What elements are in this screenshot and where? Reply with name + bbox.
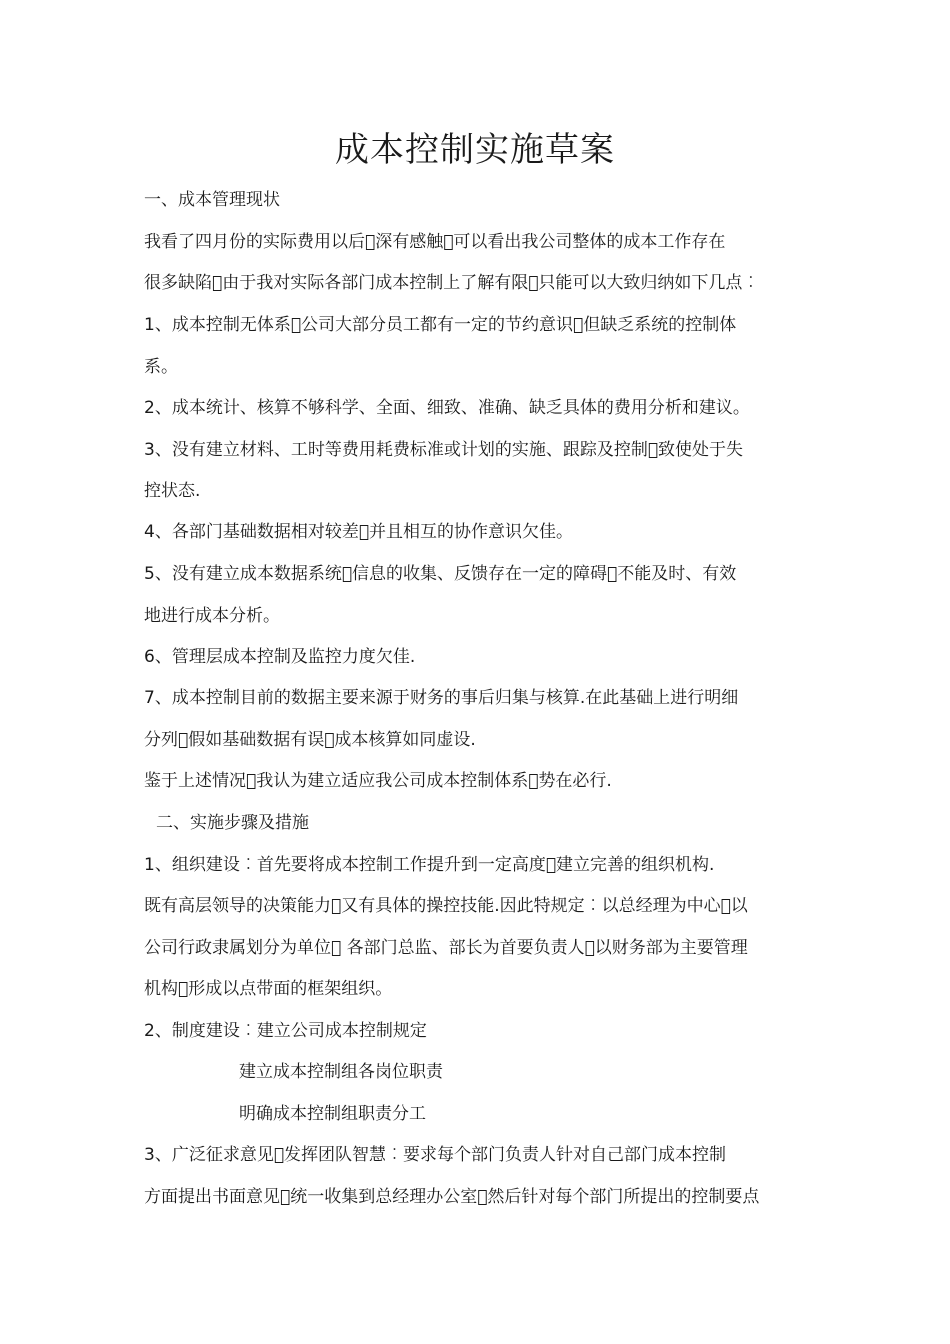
document-title: 成本控制实施草案 — [335, 130, 615, 170]
paragraph-line: 既有高层领导的决策能力 又有具体的操控技能.因此特规定︰以总经理为中心 以 — [144, 896, 748, 916]
list-item-line: 6、管理层成本控制及监控力度欠佳. — [144, 647, 416, 667]
paragraph-line: 方面提出书面意见 统一收集到总经理办公室 然后针对每个部门所提出的控制要点 — [144, 1187, 760, 1207]
paragraph-line: 鉴于上述情况 我认为建立适应我公司成本控制体系 势在必行. — [144, 771, 612, 791]
sub-item-line: 建立成本控制组各岗位职责 — [239, 1062, 443, 1082]
paragraph-line: 我看了四月份的实际费用以后 深有感触 可以看出我公司整体的成本工作存在 — [144, 232, 726, 252]
section-heading-current-status: 一、成本管理现状 — [144, 190, 280, 210]
paragraph-line: 很多缺陷 由于我对实际各部门成本控制上了解有限 只能可以大致归纳如下几点︰ — [144, 273, 760, 293]
list-item-line: 地进行成本分析。 — [144, 606, 280, 626]
sub-item-line: 明确成本控制组职责分工 — [239, 1104, 426, 1124]
list-item-line: 4、各部门基础数据相对较差 并且相互的协作意识欠佳。 — [144, 522, 574, 542]
list-item-line: 2、成本统计、核算不够科学、全面、细致、准确、缺乏具体的费用分析和建议。 — [144, 398, 750, 418]
list-item-line: 3、没有建立材料、工时等费用耗费标准或计划的实施、跟踪及控制 致使处于失 — [144, 440, 744, 460]
list-item-line: 控状态. — [144, 481, 201, 501]
list-item-line: 1、组织建设︰首先要将成本控制工作提升到一定高度 建立完善的组织机构. — [144, 855, 715, 875]
list-item-line: 2、制度建设︰建立公司成本控制规定 — [144, 1021, 427, 1041]
list-item-line: 7、成本控制目前的数据主要来源于财务的事后归集与核算.在此基础上进行明细 — [144, 688, 739, 708]
list-item-line: 系。 — [144, 357, 178, 377]
paragraph-line: 机构 形成以点带面的框架组织。 — [144, 979, 393, 999]
section-heading-steps: 二、实施步骤及措施 — [156, 813, 309, 833]
paragraph-line: 公司行政隶属划分为单位  各部门总监、部长为首要负责人 以财务部为主要管理 — [144, 938, 748, 958]
list-item-line: 分列 假如基础数据有误 成本核算如同虚设. — [144, 730, 476, 750]
list-item-line: 5、没有建立成本数据系统 信息的收集、反馈存在一定的障碍 不能及时、有效 — [144, 564, 737, 584]
list-item-line: 1、成本控制无体系 公司大部分员工都有一定的节约意识 但缺乏系统的控制体 — [144, 315, 737, 335]
list-item-line: 3、广泛征求意见 发挥团队智慧︰要求每个部门负责人针对自己部门成本控制 — [144, 1145, 727, 1165]
